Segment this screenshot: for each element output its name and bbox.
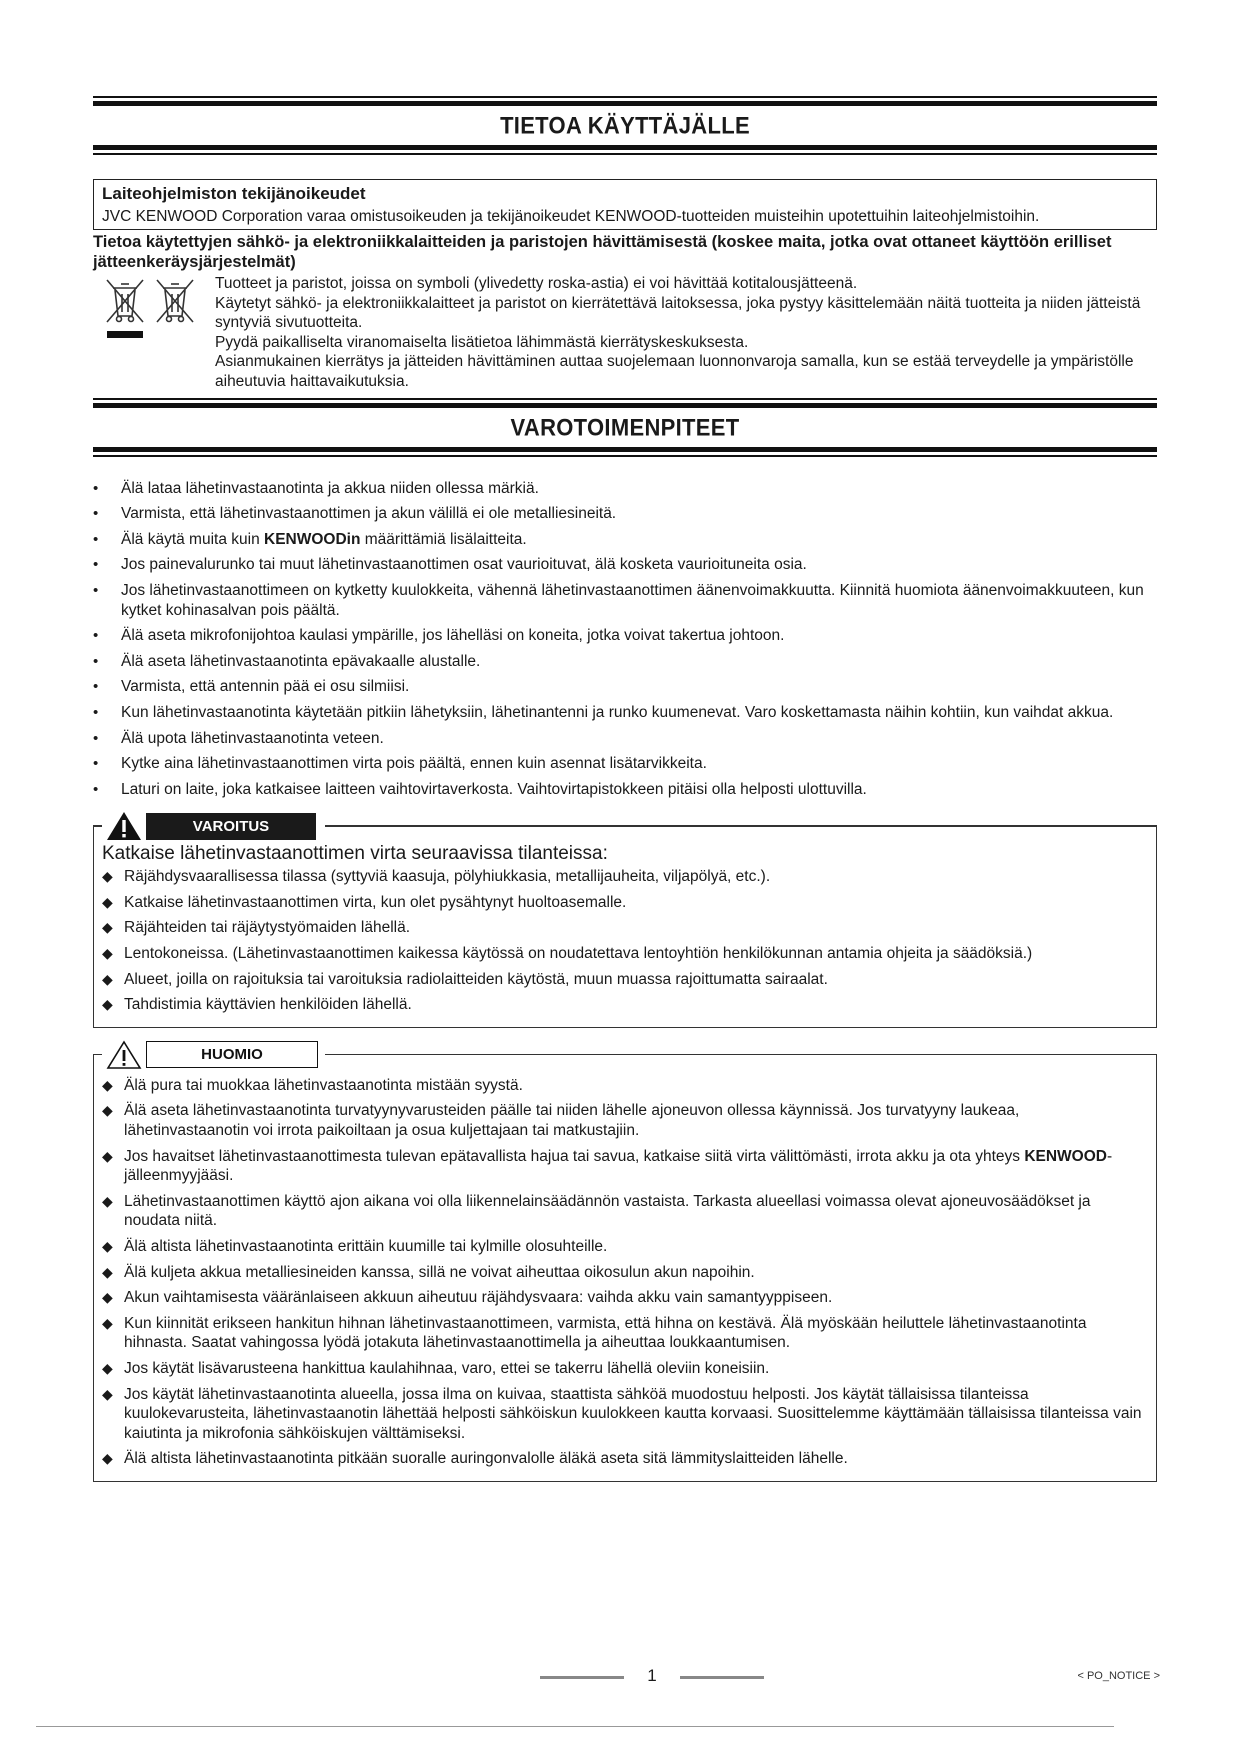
document-page: [93, 96, 1157, 1482]
warning-label-text: VAROITUS: [146, 813, 316, 840]
caution-triangle-icon: [106, 1040, 142, 1070]
page-title: TIETOA KÄYTTÄJÄLLE: [500, 112, 750, 139]
warning-label: [106, 811, 316, 841]
list-item: • Kun lähetinvastaanotinta käytetään pitkiin lähetyksiin, lähetinantenni ja runko kuumenevat. Varo koskettamasta näihin kohtiin, kun vaihdat akkua.: [93, 703, 1157, 723]
list-item: ◆ Älä kuljeta akkua metalliesineiden kanssa, sillä ne voivat aiheuttaa oikosulun akun napoihin.: [102, 1263, 1148, 1283]
disposal-line: Asianmukainen kierrätys ja jätteiden hävittäminen auttaa suojelemaan luonnonvaroja samalla, kun se estää terveydelle ja ympäristölle aiheutuvia haittavaikutuksia.: [215, 353, 1134, 390]
copyright-heading: Laiteohjelmiston tekijänoikeudet: [102, 184, 366, 203]
list-item: • Älä lataa lähetinvastaanotinta ja akkua niiden ollessa märkiä.: [93, 479, 1157, 499]
list-item: ◆ Jos käytät lähetinvastaanotinta alueella, jossa ilma on kuivaa, staattista sähköä muodostuu helposti. Jos käytät tällaisissa tilanteissa kuulokevarusteita, lähetinvastaanotin lähettää helposti sähköiskun kuulokkeen kautta korvaasi. Suosittelemme käyttämään tällaisissa tilanteissa vain kaiutinta ja mikrofonia sähköiskujen välttämiseksi.: [102, 1385, 1148, 1444]
page-number: 1: [647, 1666, 657, 1685]
info-header: [93, 96, 1157, 155]
copyright-text: JVC KENWOOD Corporation varaa omistusoikeuden ja tekijänoikeudet KENWOOD-tuotteiden muisteihin upotettuihin laiteohjelmistoihin.: [102, 208, 1040, 225]
crossed-bin-icon: [103, 276, 147, 324]
list-item: • Älä käytä muita kuin KENWOODin määrittämiä lisälaitteita.: [93, 530, 1157, 550]
list-item: ◆ Kun kiinnität erikseen hankitun hihnan lähetinvastaanottimeen, varmista, että hihna on kestävä. Älä myöskään heiluttele lähetinvastaanotinta hihnasta. Saatat vahingossa lyödä jotakuta lähetinvastaanottimella ja aiheuttaa loukkaantumisen.: [102, 1314, 1148, 1353]
rule: [93, 398, 1157, 400]
list-item: ◆ Alueet, joilla on rajoituksia tai varoituksia radiolaitteiden käytöstä, muun muassa rajoittumatta sairaalat.: [102, 970, 1148, 990]
list-item: ◆ Tahdistimia käyttävien henkilöiden lähellä.: [102, 995, 1148, 1015]
rule: [93, 96, 1157, 98]
copyright-box: [93, 179, 1157, 230]
list-item: • Jos painevalurunko tai muut lähetinvastaanottimen osat vaurioituvat, älä kosketa vaurioituneita osia.: [93, 555, 1157, 575]
list-item: ◆ Katkaise lähetinvastaanottimen virta, kun olet pysähtynyt huoltoasemalle.: [102, 893, 1148, 913]
list-item: ◆ Lentokoneissa. (Lähetinvastaanottimen kaikessa käytössä on noudatettava lentoyhtiön henkilökunnan antamia ohjeita ja säädöksiä.): [102, 944, 1148, 964]
list-item: ◆ Jos käytät lisävarusteena hankittua kaulahihnaa, varo, ettei se takerru lähellä oleviin koneisiin.: [102, 1359, 1148, 1379]
disposal-section: [93, 274, 1157, 392]
list-item: • Varmista, että lähetinvastaanottimen ja akun välillä ei ole metalliesineitä.: [93, 504, 1157, 524]
list-item: • Älä aseta mikrofonijohtoa kaulasi ympärille, jos lähelläsi on koneita, jotka voivat takertua johtoon.: [93, 626, 1157, 646]
precautions-list: [93, 479, 1157, 800]
disposal-line: Pyydä paikalliselta viranomaiselta lisätietoa lähimmästä kierrätyskeskuksesta.: [215, 333, 749, 351]
disposal-line: Tuotteet ja paristot, joissa on symboli (ylivedetty roska-astia) ei voi hävittää kotitalousjätteenä.: [215, 275, 858, 292]
list-item: • Älä upota lähetinvastaanotinta veteen.: [93, 729, 1157, 749]
list-item: • Jos lähetinvastaanottimeen on kytketty kuulokkeita, vähennä lähetinvastaanottimen äänenvoimakkuutta. Kiinnitä huomiota äänenvoimakkuuteen, kun kytket kohinasalvan pois päältä.: [93, 581, 1157, 620]
disposal-heading: Tietoa käytettyjen sähkö- ja elektroniikkalaitteiden ja paristojen hävittämisestä (koskee maita, jotka ovat ottaneet käyttöön erilliset jätteenkeräysjärjestelmät): [93, 233, 1112, 271]
rule: [94, 1054, 102, 1056]
bottom-rule: [36, 1726, 1114, 1727]
rule: [325, 1054, 1156, 1056]
warning-list: [102, 867, 1148, 1015]
precautions-header: [93, 398, 1157, 457]
list-item: ◆ Jos havaitset lähetinvastaanottimesta tulevan epätavallista hajua tai savua, katkaise siitä virta välittömästi, irrota akku ja ota yhteys KENWOOD-jälleenmyyjääsi.: [102, 1147, 1148, 1186]
disposal-line: Käytetyt sähkö- ja elektroniikkalaitteet ja paristot on kierrätettävä laitoksessa, joka pystyy käsittelemään näitä tuotteita ja niiden jätteistä syntyviä sivutuotteita.: [215, 294, 1141, 332]
weee-symbols: [93, 274, 215, 354]
notice-code: < PO_NOTICE >: [1077, 1670, 1160, 1682]
caution-box: [93, 1046, 1157, 1482]
list-item: ◆ Akun vaihtamisesta vääränlaiseen akkuun aiheutuu räjähdysvaara: vaihda akku vain samantyyppiseen.: [102, 1288, 1148, 1308]
rule: [325, 825, 1156, 827]
list-item: • Älä aseta lähetinvastaanotinta epävakaalle alustalle.: [93, 652, 1157, 672]
list-item: • Kytke aina lähetinvastaanottimen virta pois päältä, ennen kuin asennat lisätarvikkeita.: [93, 754, 1157, 774]
precautions-title: VAROTOIMENPITEET: [510, 413, 740, 441]
list-item: ◆ Älä pura tai muokkaa lähetinvastaanotinta mistään syystä.: [102, 1076, 1148, 1096]
caution-list: [102, 1076, 1148, 1469]
page-number-rule-left: [540, 1676, 624, 1679]
warning-intro: Katkaise lähetinvastaanottimen virta seuraavissa tilanteissa:: [102, 843, 608, 865]
list-item: • Varmista, että antennin pää ei osu silmiisi.: [93, 677, 1157, 697]
warning-triangle-icon: [106, 811, 142, 841]
list-item: ◆ Älä aseta lähetinvastaanotinta turvatyynyvarusteiden päälle tai niiden lähelle ajoneuvon ollessa käynnissä. Jos turvatyyny laukeaa, lähetinvastaanotin voi irrota paikoiltaan ja osua kuljettajaan tai matkustajiin.: [102, 1101, 1148, 1140]
list-item: ◆ Lähetinvastaanottimen käyttö ajon aikana voi olla liikennelainsäädännön vastaista. Tarkasta alueellasi voimassa olevat ajoneuvosäädökset ja noudata niitä.: [102, 1192, 1148, 1231]
rule: [93, 455, 1157, 457]
warning-box: [93, 817, 1157, 1028]
list-item: ◆ Älä altista lähetinvastaanotinta erittäin kuumille tai kylmille olosuhteille.: [102, 1237, 1148, 1257]
crossed-bin-icon: [153, 276, 197, 324]
rule: [93, 153, 1157, 155]
rule: [94, 825, 102, 827]
list-item: ◆ Räjähteiden tai räjäytystyömaiden lähellä.: [102, 918, 1148, 938]
caution-label: [106, 1040, 318, 1070]
list-item: ◆ Räjähdysvaarallisessa tilassa (syttyviä kaasuja, pölyhiukkasia, metallijauheita, viljapölyä, etc.).: [102, 867, 1148, 887]
list-item: • Laturi on laite, joka katkaisee laitteen vaihtovirtaverkosta. Vaihtovirtapistokkeen pitäisi olla helposti ulottuvilla.: [93, 780, 1157, 800]
disposal-text: [215, 274, 1157, 392]
black-bar-icon: [107, 331, 143, 338]
page-number-rule-right: [680, 1676, 764, 1679]
caution-label-text: HUOMIO: [146, 1041, 318, 1068]
list-item: ◆ Älä altista lähetinvastaanotinta pitkään suoralle auringonvalolle äläkä aseta sitä lämmityslaitteiden lähelle.: [102, 1449, 1148, 1469]
